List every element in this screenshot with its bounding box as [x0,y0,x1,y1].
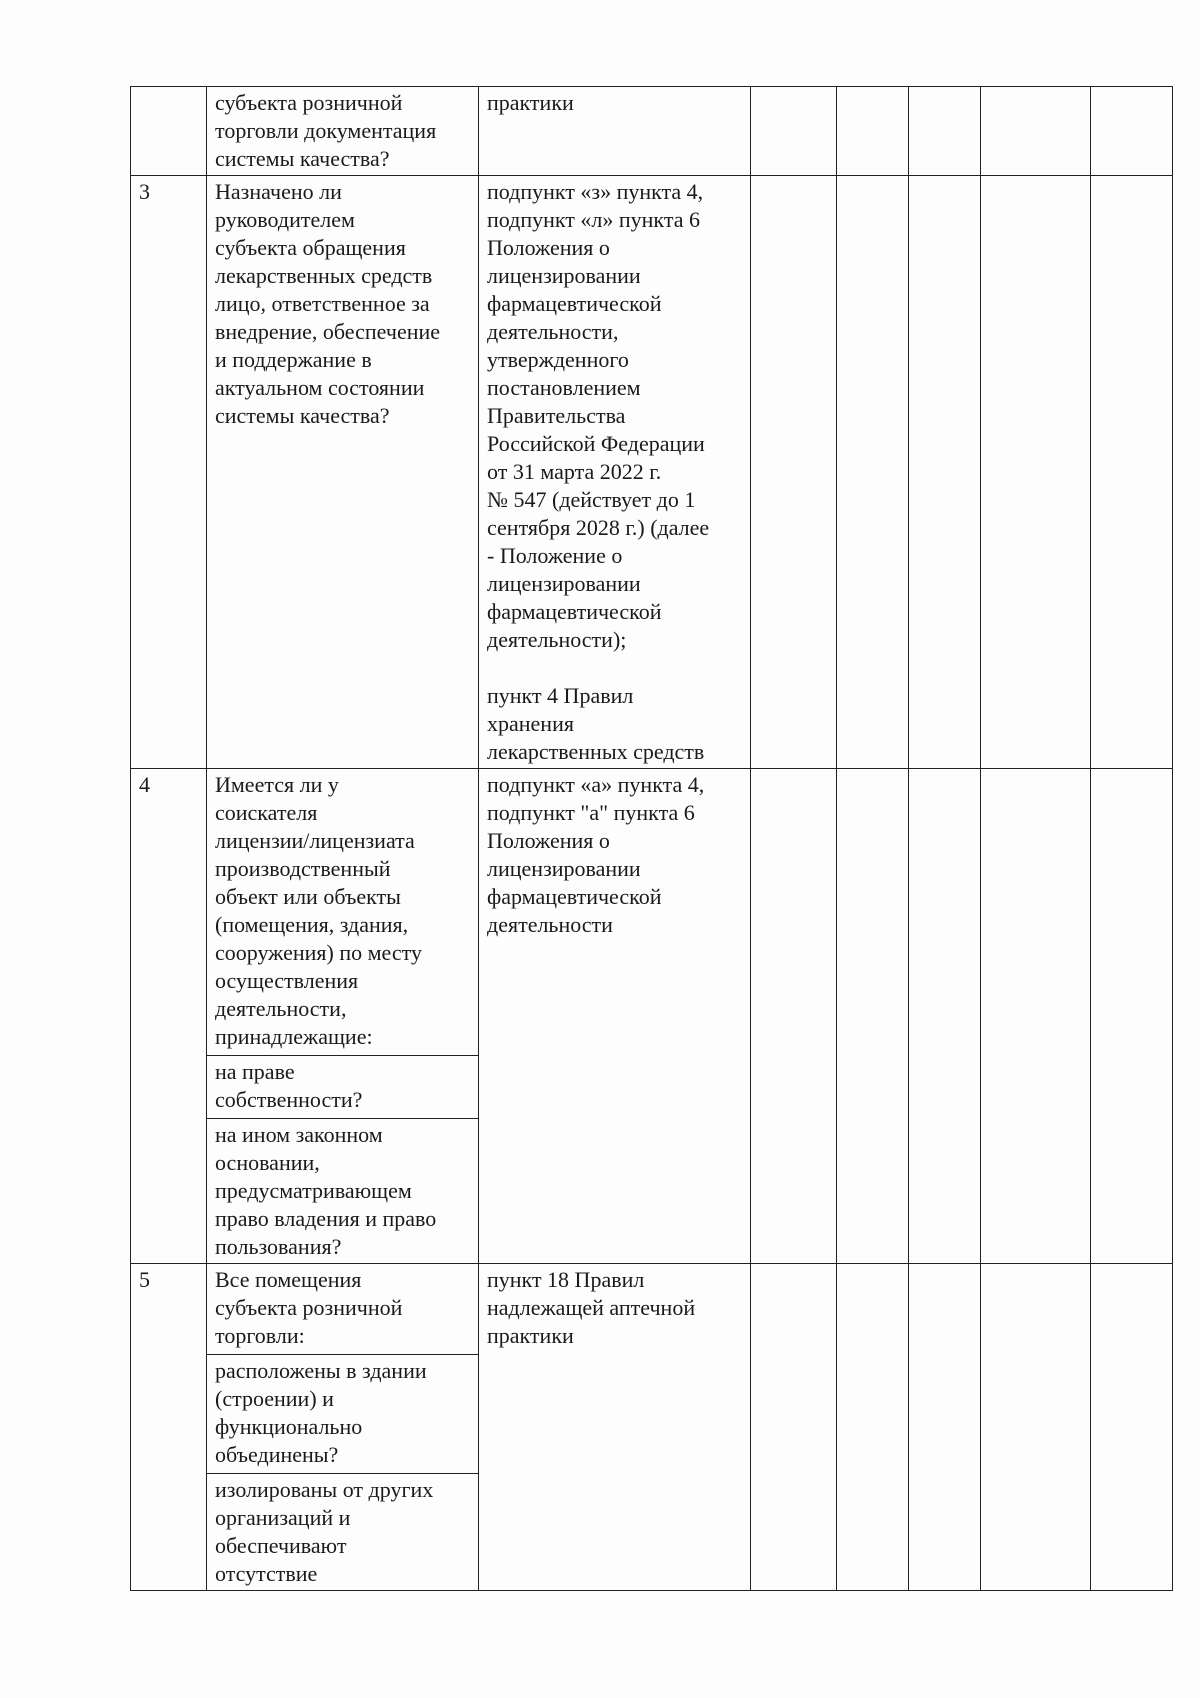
answer-cell [909,769,981,1264]
sub-item-text [215,1357,470,1469]
answer-cell [981,87,1091,176]
row-number-cell [131,176,207,769]
text-line: подпункт «л» пункта 6 [487,207,700,232]
question-cell [207,769,479,1264]
reference-cell [479,176,751,769]
sub-item-text [215,1058,470,1114]
text-line: деятельности, [487,319,619,344]
text-line: фармацевтической [487,884,662,909]
text-line: постановлением [487,375,641,400]
text-line: лицензировании [487,571,641,596]
table-row [131,1264,1173,1591]
answer-cell [909,87,981,176]
answer-cell [751,176,837,769]
question-cell [207,1264,479,1591]
answer-cell [909,1264,981,1591]
text-line: хранения [487,711,574,736]
text-line: фармацевтической [487,291,662,316]
text-line: утвержденного [487,347,629,372]
text-line: изолированы от других [215,1477,434,1502]
answer-cell [751,87,837,176]
text-line: торговли документация [215,118,437,143]
text-line: системы качества? [215,403,390,428]
answer-cell [837,769,909,1264]
reference-cell [479,87,751,176]
reference-cell [479,1264,751,1591]
answer-cell [909,176,981,769]
text-line: лекарственных средств [215,263,433,288]
answer-cell [751,769,837,1264]
text-line: на ином законном [215,1122,383,1147]
text-line: организаций и [215,1505,351,1530]
text-line: практики [487,1323,574,1348]
table-row [131,769,1173,1264]
answer-cell [837,87,909,176]
question-text [215,771,470,1051]
row-number-cell [131,87,207,176]
text-line: практики [487,90,574,115]
text-line: отсутствие [215,1561,318,1586]
question-text [215,1266,470,1350]
sub-item [207,1055,478,1114]
text-line: деятельности [487,912,613,937]
answer-cell [751,1264,837,1591]
text-line: соискателя [215,800,318,825]
text-line: деятельности); [487,627,627,652]
answer-cell [837,176,909,769]
text-line: собственности? [215,1087,363,1112]
text-line: на праве [215,1059,295,1084]
text-line: (строении) и [215,1386,334,1411]
reference-text [487,178,742,654]
text-line: лицо, ответственное за [215,291,430,316]
text-line: Положения о [487,235,610,260]
sub-item-text [215,1476,470,1588]
text-line: лицензии/лицензиата [215,828,415,853]
text-line: объединены? [215,1442,339,1467]
row-number: 5 [139,1267,150,1292]
text-line: субъекта розничной [215,90,403,115]
text-line: внедрение, обеспечение [215,319,441,344]
text-line: пункт 18 Правил [487,1267,645,1292]
text-line: системы качества? [215,146,390,171]
table-row [131,87,1173,176]
text-line: Положения о [487,828,610,853]
row-number-cell [131,769,207,1264]
text-line: Имеется ли у [215,772,339,797]
row-number: 4 [139,772,150,797]
text-line: право владения и право [215,1206,437,1231]
text-line: (помещения, здания, [215,912,409,937]
text-line: лицензировании [487,263,641,288]
text-line: Назначено ли [215,179,342,204]
text-line: деятельности, [215,996,347,1021]
text-line: лекарственных средств [487,739,705,764]
sub-item [207,1118,478,1261]
text-line: производственный [215,856,391,881]
answer-cell [981,1264,1091,1591]
sub-item [207,1354,478,1469]
sub-item-text [215,1121,470,1261]
text-line: субъекта обращения [215,235,406,260]
text-line: субъекта розничной [215,1295,403,1320]
text-line: сооружения) по месту [215,940,422,965]
text-line: от 31 марта 2022 г. [487,459,662,484]
text-line: функционально [215,1414,363,1439]
answer-cell [981,176,1091,769]
text-line: Все помещения [215,1267,362,1292]
text-line: лицензировании [487,856,641,881]
text-line: Российской Федерации [487,431,705,456]
text-line: № 547 (действует до 1 [487,487,696,512]
text-line: подпункт "а" пункта 6 [487,800,695,825]
answer-cell [1091,1264,1173,1591]
text-line: сентября 2028 г.) (далее [487,515,710,540]
question-cell [207,87,479,176]
text-line: актуальном состоянии [215,375,425,400]
answer-cell [1091,769,1173,1264]
text-line: основании, [215,1150,320,1175]
table-row [131,176,1173,769]
reference-text [487,89,742,117]
text-line: подпункт «а» пункта 4, [487,772,705,797]
text-line: подпункт «з» пункта 4, [487,179,704,204]
text-line: торговли: [215,1323,305,1348]
row-number: 3 [139,179,150,204]
text-line: принадлежащие: [215,1024,373,1049]
text-line: объект или объекты [215,884,401,909]
answer-cell [837,1264,909,1591]
text-line: Правительства [487,403,626,428]
reference-text-extra [487,682,742,766]
text-line: пользования? [215,1234,342,1259]
row-number-cell [131,1264,207,1591]
text-line: обеспечивают [215,1533,347,1558]
text-line: осуществления [215,968,359,993]
text-line: - Положение о [487,543,623,568]
text-line: надлежащей аптечной [487,1295,696,1320]
text-line: предусматривающем [215,1178,412,1203]
answer-cell [1091,87,1173,176]
text-line: фармацевтической [487,599,662,624]
text-line: руководителем [215,207,355,232]
reference-text [487,1266,742,1350]
answer-cell [981,769,1091,1264]
question-text [215,89,470,173]
question-cell [207,176,479,769]
question-text [215,178,470,430]
reference-text [487,771,742,939]
checklist-table [130,86,1173,1591]
text-line: расположены в здании [215,1358,427,1383]
text-line: пункт 4 Правил [487,683,634,708]
text-line: и поддержание в [215,347,372,372]
answer-cell [1091,176,1173,769]
sub-item [207,1473,478,1588]
reference-cell [479,769,751,1264]
